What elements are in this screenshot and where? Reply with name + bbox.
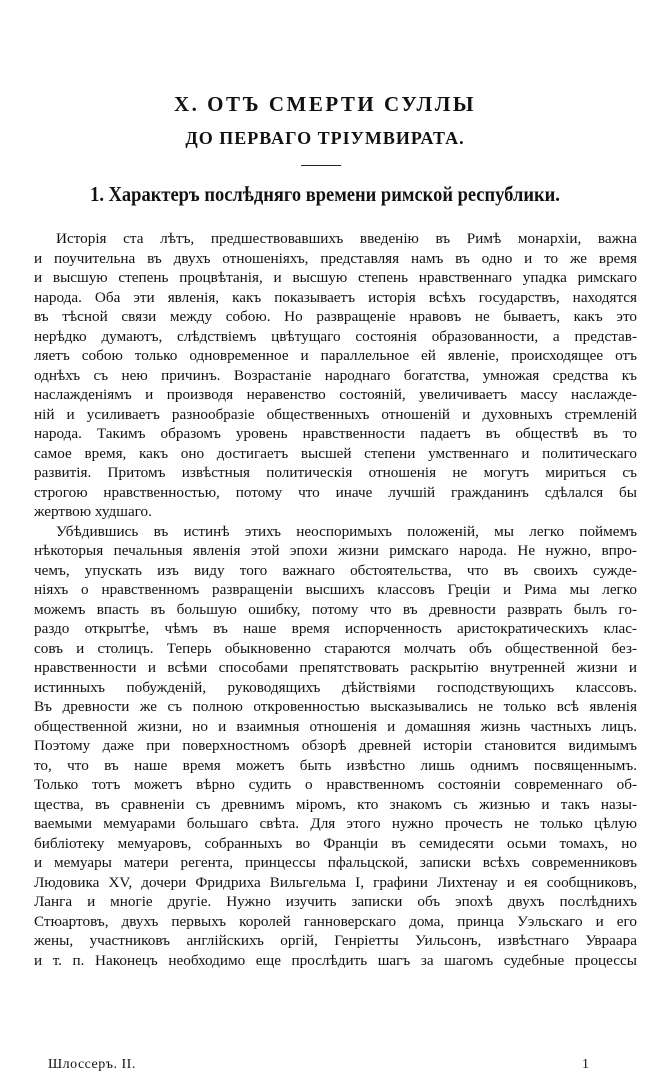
text-line: жены, участниковъ англійскихъ оргій, Генріетты Уильсонъ, извѣстнаго Увраара (34, 932, 637, 949)
text-line: жертвою худшаго. (34, 503, 152, 520)
text-line: въ тѣсной связи между собою. Но развращеніе нравовъ не бываетъ, какъ это (34, 308, 637, 325)
text-line: Людовика XV, дочери Фридриха Вильгельма I, графини Лихтенау и ея сообщниковъ, (34, 873, 637, 891)
text-line: и поучительна въ двухъ отношеніяхъ, представляя намъ въ одно и то же время (34, 249, 637, 267)
text-line: Исторія ста лѣтъ, предшествовавшихъ введенію въ Римѣ монархіи, важна (56, 230, 637, 247)
text-line: народа. Оба эти явленія, какъ показываетъ исторія всѣхъ государствъ, находятся (34, 288, 637, 306)
text-line: нравственности и всѣми способами препятствовать раскрытію внутренней жизни и (34, 659, 637, 676)
text-line: однѣхъ съ нею причинъ. Возрастаніе народнаго богатства, умножая средства къ (34, 366, 637, 384)
text-line: народа. Такимъ образомъ уровень нравственности падаетъ въ обществѣ въ то (34, 425, 637, 442)
text-line: раздо открытѣе, чѣмъ въ наше время испорченность аристократическихъ клас- (34, 620, 637, 637)
chapter-title: X. ОТЪ СМЕРТИ СУЛЛЫ (174, 92, 476, 116)
text-line: Стюартовъ, двухъ первыхъ королей ганноверскаго дома, принца Уэльскаго и его (34, 912, 637, 930)
page-footer (48, 1056, 608, 1074)
text-line: ляетъ собою только одновременное и параллельное ей явленіе, происходящее отъ (34, 347, 637, 364)
text-line: чемъ, упускать изъ виду того важнаго обстоятельства, что въ своихъ сужде- (34, 561, 637, 579)
text-line: общественной жизни, но и взаимныя отношенія и домашняя жизнь частныхъ лицъ. (34, 717, 637, 735)
section-heading: 1. Характеръ послѣдняго времени римской республики. (90, 182, 560, 206)
text-line: самое время, какъ оно достигаетъ высшей степени умственнаго и политическаго (34, 444, 637, 462)
text-line: совъ и столицъ. Теперь обыкновенно стараются молчать объ общественной без- (34, 639, 637, 657)
text-line: Въ древности же съ полною откровенностью высказывались не только всѣ явленія (34, 698, 637, 715)
text-line: Только тотъ можетъ вѣрно судить о нравственномъ состояніи современнаго об- (34, 776, 637, 793)
text-line: нѣкоторыя печальныя явленія этой эпохи жизни римскаго народа. Не нужно, впро- (34, 542, 637, 559)
body-text (34, 229, 637, 970)
chapter-subtitle: ДО ПЕРВАГО ТРІУМВИРАТА. (185, 128, 465, 148)
text-line: развитія. Притомъ извѣстныя политическія отношенія не могутъ мириться съ (34, 464, 637, 481)
title-divider (301, 165, 341, 166)
text-line: ній и усиливаетъ разнообразіе общественныхъ отношеній и духовныхъ стремленій (34, 405, 637, 423)
text-line: истинныхъ побужденій, руководящихъ дѣйствіями господствующихъ классовъ. (34, 678, 637, 696)
text-line: и высшую степень процвѣтанія, и высшую степень нравственнаго упадка римскаго (34, 269, 637, 286)
text-line: библіотеку мемуаровъ, собранныхъ во Франціи въ семидесяти осьми томахъ, но (34, 834, 637, 852)
text-line: то, что въ наше время можетъ быть извѣстно лишь однимъ посвященнымъ. (34, 756, 637, 774)
sheet-number: 1 (582, 1057, 589, 1072)
text-line: щества, въ сравненіи съ древнимъ міромъ, кто знакомъ съ жизнью и такъ назы- (34, 795, 637, 813)
text-line: нерѣдко думаютъ, слѣдствіемъ цвѣтущаго состоянія образованности, а представ- (34, 327, 637, 345)
text-line: и мемуары матери регента, принцессы пфальцской, записки всѣхъ современниковъ (34, 854, 637, 871)
text-line: можемъ впасть въ большую ошибку, потому что въ древности разврать былъ го- (34, 600, 637, 618)
text-line: ніяхъ о нравственномъ развращеніи высшихъ классовъ Греціи и Рима мы легко (34, 581, 637, 598)
text-line: строгою нравственностью, потому что иначе лучшій гражданинъ сдѣлался бы (34, 483, 637, 501)
text-line: Убѣдившись въ истинѣ этихъ неоспоримыхъ положеній, мы легко поймемъ (56, 522, 637, 540)
signature-mark: Шлоссеръ. II. (48, 1057, 136, 1072)
text-line: наслажденіямъ и производя неравенство состояній, увеличиваетъ массу наслажде- (34, 386, 637, 403)
text-line: Поэтому даже при поверхностномъ обзорѣ древней исторіи становится видимымъ (34, 737, 637, 754)
text-line: ваемыми мемуарами большаго свѣта. Для этого нужно прочесть не только цѣлую (34, 815, 637, 832)
text-line: и т. п. Наконецъ необходимо еще прослѣдить шагъ за шагомъ судебные процессы (34, 951, 637, 969)
text-line: Ланга и многіе другіе. Нужно изучить записки объ эпохѣ двухъ послѣднихъ (34, 893, 637, 910)
